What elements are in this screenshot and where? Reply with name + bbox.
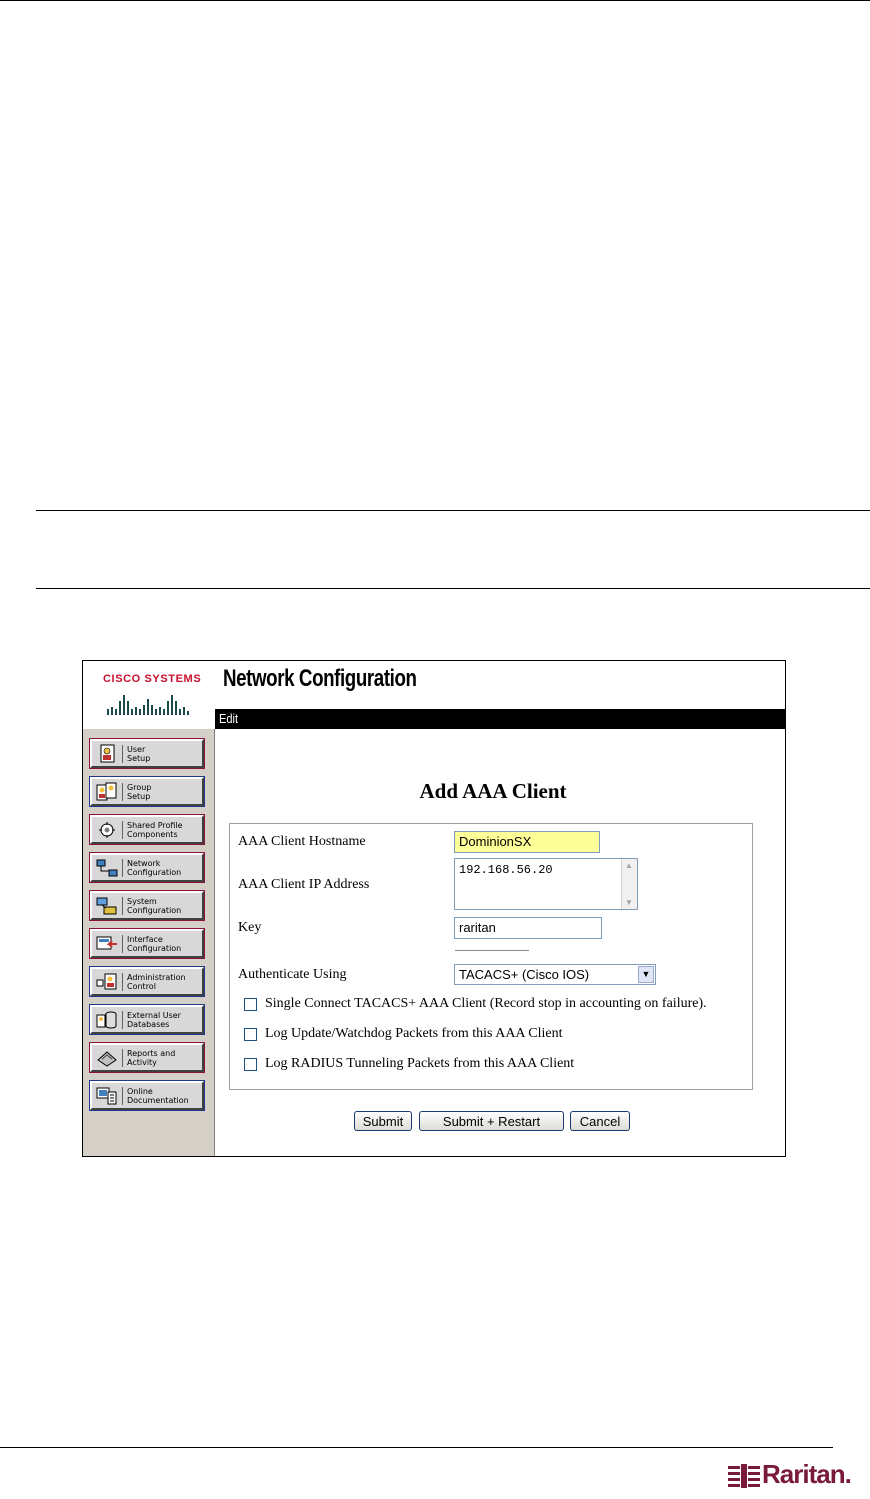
cisco-logo-text: CISCO SYSTEMS	[103, 673, 202, 685]
chevron-down-icon[interactable]: ▼	[638, 966, 654, 983]
submit-button[interactable]: Submit	[354, 1111, 412, 1131]
sidebar-item-network-configuration[interactable]	[90, 853, 204, 882]
sidebar-item-label: User Setup	[127, 744, 151, 763]
single-connect-option[interactable]	[244, 996, 707, 1012]
interface-icon	[96, 934, 118, 954]
submit-restart-button[interactable]: Submit + Restart	[419, 1111, 564, 1131]
sidebar-item-label: Reports and Activity	[127, 1048, 176, 1067]
edit-bar	[215, 709, 786, 729]
reports-icon	[96, 1048, 118, 1068]
log-radius-option[interactable]	[244, 1056, 574, 1072]
shared-profile-icon	[96, 820, 118, 840]
log-radius-checkbox[interactable]	[244, 1058, 257, 1071]
form-title: Add AAA Client	[419, 779, 567, 803]
sidebar-item-label: External User Databases	[127, 1010, 181, 1029]
key-label: Key	[238, 920, 262, 935]
cisco-logo	[83, 661, 215, 730]
log-update-label: Log Update/Watchdog Packets from this AAA Client	[265, 1026, 563, 1041]
cancel-button[interactable]: Cancel	[570, 1111, 630, 1131]
ip-address-textarea[interactable]	[454, 858, 638, 910]
sidebar-item-label: Administration Control	[127, 972, 186, 991]
sidebar-item-label: System Configuration	[127, 896, 182, 915]
sidebar-item-label: Network Configuration	[127, 858, 182, 877]
raritan-mark-icon	[728, 1464, 760, 1488]
scroll-up-icon[interactable]: ▲	[625, 861, 633, 870]
log-update-checkbox[interactable]	[244, 1028, 257, 1041]
log-update-option[interactable]	[244, 1026, 563, 1042]
raritan-logo	[728, 1459, 864, 1490]
sidebar-item-administration-control[interactable]	[90, 967, 204, 996]
ip-address-value: 192.168.56.20	[459, 863, 553, 877]
ip-address-label: AAA Client IP Address	[238, 877, 370, 892]
group-setup-icon	[96, 782, 118, 802]
raritan-brand-text: Raritan.	[762, 1459, 851, 1489]
authenticate-using-select[interactable]	[454, 964, 656, 985]
network-icon	[96, 858, 118, 878]
sidebar-item-user-setup[interactable]	[90, 739, 204, 768]
sidebar-item-group-setup[interactable]	[90, 777, 204, 806]
database-icon	[96, 1010, 118, 1030]
documentation-icon	[96, 1086, 118, 1106]
sidebar-item-label: Interface Configuration	[127, 934, 182, 953]
acs-window	[82, 660, 786, 1157]
top-rule	[0, 0, 870, 1]
cisco-bars-icon	[105, 689, 191, 715]
single-connect-label: Single Connect TACACS+ AAA Client (Record stop in accounting on failure).	[265, 996, 707, 1011]
sidebar-item-system-configuration[interactable]	[90, 891, 204, 920]
key-underline	[455, 950, 529, 951]
note-rule-bottom	[36, 588, 870, 589]
scroll-down-icon[interactable]: ▼	[625, 898, 633, 907]
key-input[interactable]: raritan	[454, 917, 602, 939]
hostname-label: AAA Client Hostname	[238, 834, 366, 849]
hostname-input[interactable]: DominionSX	[454, 831, 600, 853]
footer-rule	[0, 1447, 833, 1448]
sidebar-item-interface-configuration[interactable]	[90, 929, 204, 958]
authenticate-using-value: TACACS+ (Cisco IOS)	[459, 967, 590, 982]
sidebar-item-label: Online Documentation	[127, 1086, 189, 1105]
administration-icon	[96, 972, 118, 992]
page-title: Network Configuration	[223, 665, 417, 692]
system-icon	[96, 896, 118, 916]
single-connect-checkbox[interactable]	[244, 998, 257, 1011]
sidebar-item-online-documentation[interactable]	[90, 1081, 204, 1110]
edit-label: Edit	[219, 711, 239, 726]
sidebar	[83, 729, 215, 1157]
sidebar-item-shared-profile-components[interactable]	[90, 815, 204, 844]
log-radius-label: Log RADIUS Tunneling Packets from this AAA Client	[265, 1056, 575, 1071]
ip-scrollbar[interactable]	[621, 859, 637, 909]
sidebar-item-external-user-databases[interactable]	[90, 1005, 204, 1034]
sidebar-item-label: Shared Profile Components	[127, 820, 183, 839]
authenticate-using-label: Authenticate Using	[238, 967, 347, 982]
sidebar-item-reports-and-activity[interactable]	[90, 1043, 204, 1072]
sidebar-item-label: Group Setup	[127, 782, 152, 801]
user-setup-icon	[96, 744, 118, 764]
aaa-client-form	[229, 823, 753, 1090]
note-rule-top	[36, 510, 870, 511]
